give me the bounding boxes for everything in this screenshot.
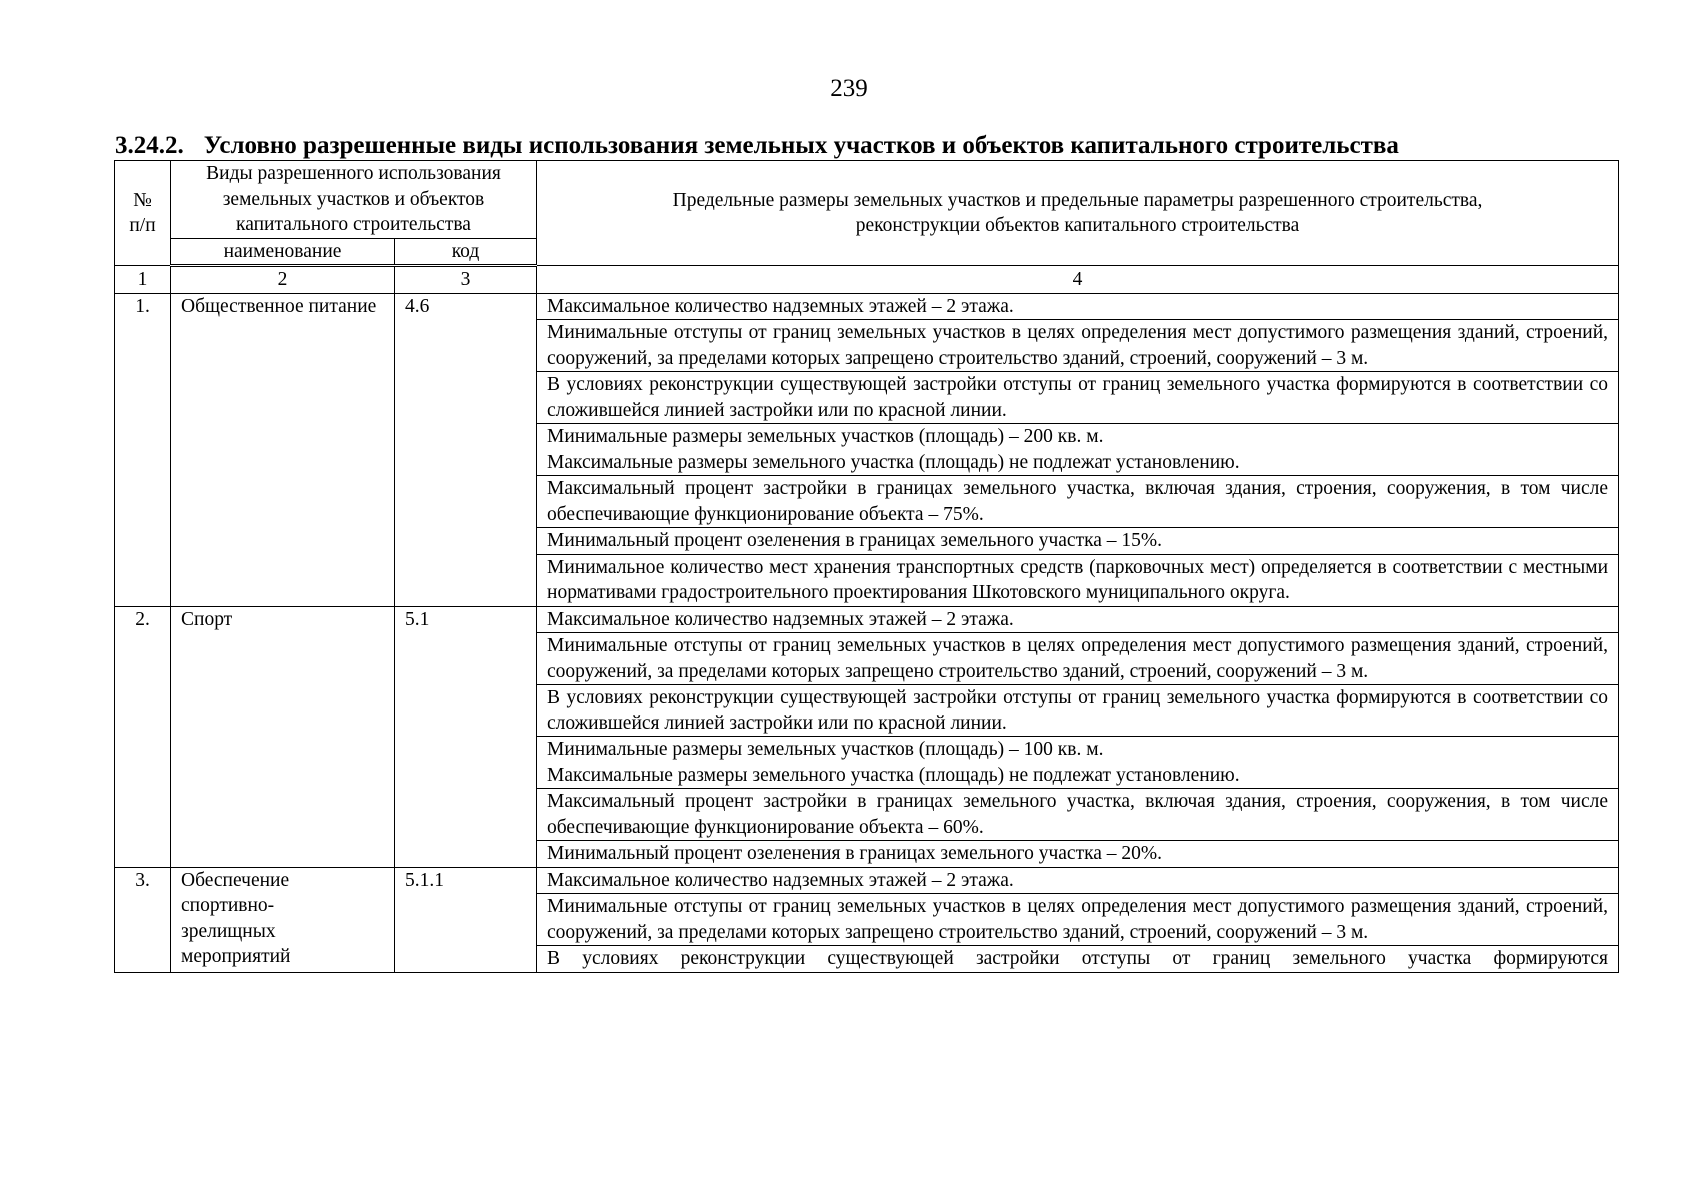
use-name: Общественное питание (171, 293, 395, 606)
index-col-4: 4 (537, 266, 1619, 294)
use-name: Обеспечение спортивно-зрелищных мероприятий (171, 867, 395, 972)
parameter-cell: Минимальные отступы от границ земельных участков в целях определения мест допустимого размещения зданий, строений, сооружений, за пределами которых запрещено строительство зданий, строений, сооружений – 3 м. (537, 894, 1619, 946)
header-name: наименование (171, 238, 395, 266)
index-col-2: 2 (171, 266, 395, 294)
use-code: 5.1.1 (395, 867, 537, 972)
table-row (115, 606, 1619, 633)
parameter-cell: Максимальный процент застройки в границах земельного участка, включая здания, строения, сооружения, в том числе обеспечивающие функционирование объекта – 60%. (537, 789, 1619, 841)
index-col-1: 1 (115, 266, 171, 294)
parameter-cell: В условиях реконструкции существующей застройки отступы от границ земельного участка формируются в соответствии со сложившейся линией застройки или по красной линии. (537, 372, 1619, 424)
header-parameters: Предельные размеры земельных участков и предельные параметры разрешенного строительства, реконструкции объектов капитального строительства (537, 161, 1619, 266)
section-number: 3.24.2. (115, 132, 184, 159)
parameter-cell: Минимальные отступы от границ земельных участков в целях определения мест допустимого размещения зданий, строений, сооружений, за пределами которых запрещено строительство зданий, строений, сооружений – 3 м. (537, 320, 1619, 372)
parameter-cell: В условиях реконструкции существующей застройки отступы от границ земельного участка формируются в соответствии со сложившейся линией застройки или по красной линии. (537, 685, 1619, 737)
index-col-3: 3 (395, 266, 537, 294)
row-number: 3. (115, 867, 171, 972)
land-use-table (114, 160, 1619, 973)
parameter-line: Максимальные размеры земельного участка (площадь) не подлежат установлению. (547, 764, 1240, 786)
page-number: 239 (830, 75, 868, 102)
header-code: код (395, 238, 537, 266)
parameter-line: Максимальные размеры земельного участка (площадь) не подлежат установлению. (547, 451, 1240, 473)
table-row (115, 867, 1619, 894)
row-number: 1. (115, 293, 171, 606)
row-number: 2. (115, 606, 171, 867)
header-use-types: Виды разрешенного использования земельных участков и объектов капитального строительства (171, 161, 537, 239)
parameter-cell: Максимальное количество надземных этажей – 2 этажа. (537, 293, 1619, 320)
use-code: 4.6 (395, 293, 537, 606)
parameter-cell: Максимальный процент застройки в границах земельного участка, включая здания, строения, сооружения, в том числе обеспечивающие функционирование объекта – 75%. (537, 476, 1619, 528)
parameter-cell: Максимальное количество надземных этажей – 2 этажа. (537, 867, 1619, 894)
parameter-cell: Минимальные отступы от границ земельных участков в целях определения мест допустимого размещения зданий, строений, сооружений, за пределами которых запрещено строительство зданий, строений, сооружений – 3 м. (537, 633, 1619, 685)
parameter-cell (537, 424, 1619, 476)
parameter-cell (537, 737, 1619, 789)
parameter-cell: Максимальное количество надземных этажей – 2 этажа. (537, 606, 1619, 633)
header-number: № п/п (115, 161, 171, 266)
parameter-cell: В условиях реконструкции существующей застройки отступы от границ земельного участка формируются (537, 946, 1619, 973)
parameter-cell: Минимальный процент озеленения в границах земельного участка – 15%. (537, 528, 1619, 555)
table-row (115, 293, 1619, 320)
parameter-line: Минимальные размеры земельных участков (площадь) – 200 кв. м. (547, 426, 1104, 447)
section-title-text: Условно разрешенные виды использования земельных участков и объектов капитального строительства (203, 132, 1399, 159)
parameter-cell: Минимальное количество мест хранения транспортных средств (парковочных мест) определяется в соответствии с местными нормативами градостроительного проектирования Шкотовского муниципального округа. (537, 554, 1619, 606)
use-name: Спорт (171, 606, 395, 867)
section-title (115, 130, 1615, 162)
parameter-line: Минимальные размеры земельных участков (площадь) – 100 кв. м. (547, 739, 1104, 760)
use-code: 5.1 (395, 606, 537, 867)
parameter-cell: Минимальный процент озеленения в границах земельного участка – 20%. (537, 841, 1619, 868)
